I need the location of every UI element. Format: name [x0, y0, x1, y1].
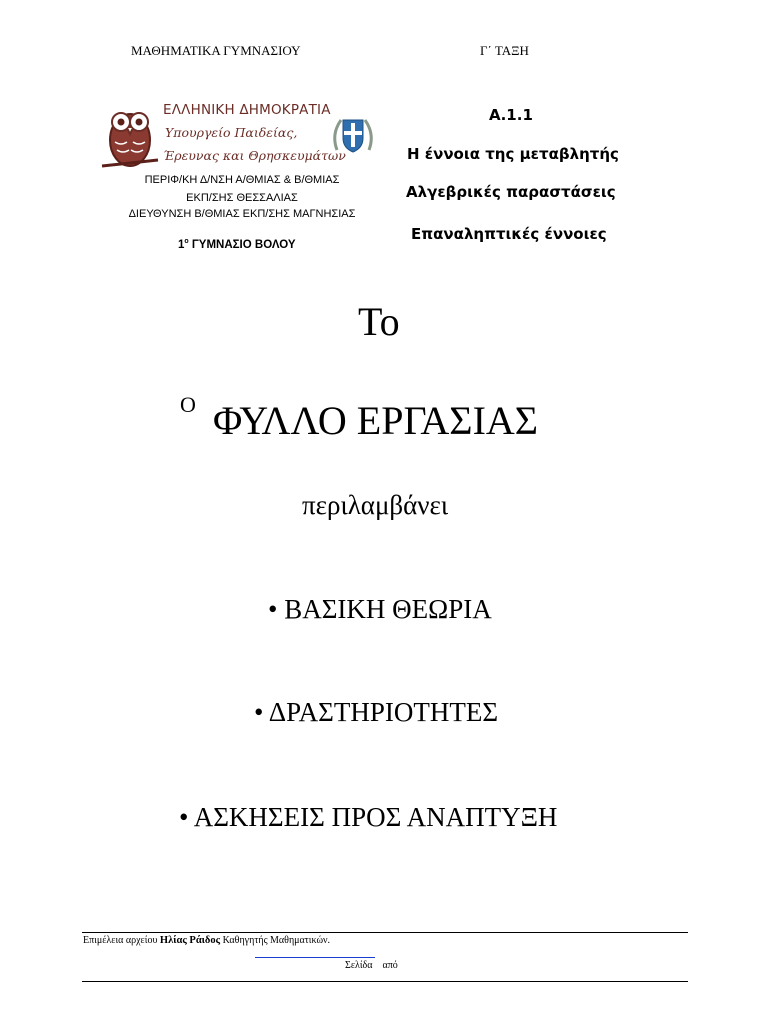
bullet-icon: • [268, 594, 278, 624]
topic-code: Α.1.1 [489, 106, 533, 124]
list-item: • ΑΣΚΗΣΕΙΣ ΠΡΟΣ ΑΝΑΠΤΥΞΗ [179, 802, 558, 832]
list-item: • ΒΑΣΙΚΗ ΘΕΩΡΙΑ [268, 594, 492, 624]
topic-1: Η έννοια της μεταβλητής [407, 145, 619, 163]
title-o-superscript: Ο [180, 392, 196, 417]
header-subject: ΜΑΘΗΜΑΤΙΚΑ ΓΥΜΝΑΣΙΟΥ [131, 43, 301, 58]
footer-divider-top [82, 932, 688, 933]
school-name: $1^o$ ΓΥΜΝΑΣΙΟ ΒΟΛΟΥ [178, 238, 296, 251]
header-class: Γ΄ ΤΑΞΗ [480, 43, 529, 58]
institution-line3: ΔΙΕΥΘΥΝΣΗ Β/ΘΜΙΑΣ ΕΚΠ/ΣΗΣ ΜΑΓΝΗΣΙΑΣ [128, 208, 356, 220]
footer-divider-bottom [82, 981, 688, 982]
ministry-line2: Έρευνας και Θρησκευμάτων [163, 148, 346, 163]
footer-credit: Επιμέλεια αρχείου Ηλίας Ράιδος Καθηγητής Μαθηματικών. [83, 935, 331, 946]
title-to: Το [358, 299, 400, 344]
bullet-icon: • [254, 697, 264, 727]
institution-line1: ΠΕΡΙΦ/ΚΗ Δ/ΝΣΗ Α/ΘΜΙΑΣ & Β/ΘΜΙΑΣ [144, 174, 340, 186]
footer-link-underline [255, 957, 375, 958]
page-title: ΦΥΛΛΟ ΕΡΓΑΣΙΑΣ [213, 398, 539, 443]
greek-emblem-icon [331, 112, 375, 158]
ministry-line1: Υπουργείο Παιδείας, [165, 125, 298, 140]
topic-3: Επαναληπτικές έννοιες [411, 225, 607, 243]
logo-title: ΕΛΛΗΝΙΚΗ ΔΗΜΟΚΡΑΤΙΑ [163, 102, 331, 118]
list-item: • ΔΡΑΣΤΗΡΙΟΤΗΤΕΣ [254, 697, 499, 727]
subtitle: περιλαμβάνει [302, 490, 449, 520]
bullet-icon: • [179, 802, 189, 832]
topic-2: Αλγεβρικές παραστάσεις [406, 183, 616, 201]
footer-page: Σελίδα από [345, 960, 398, 971]
owl-logo-icon [100, 100, 160, 172]
institution-line2: ΕΚΠ/ΣΗΣ ΘΕΣΣΑΛΙΑΣ [186, 192, 298, 204]
